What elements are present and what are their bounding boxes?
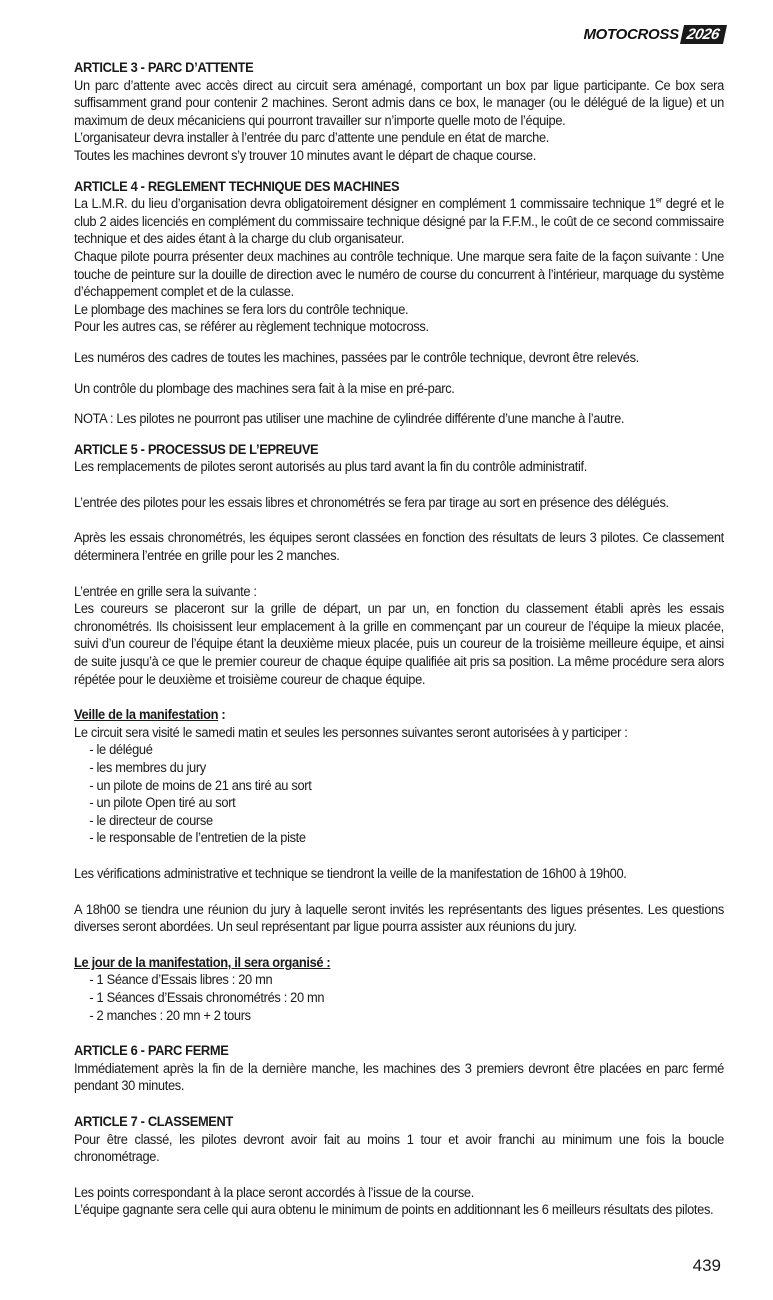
list-item: - le délégué [89, 742, 153, 758]
list-item: - un pilote de moins de 21 ans tiré au sort [89, 777, 312, 793]
article-4-p2: Chaque pilote pourra présenter deux machines au contrôle technique. Une marque sera faite de la façon suivante : Une touche de peinture sur la douille de direction avec le numéro de course du concurrent à l’intérieur, marquage du système d’échappement complet et de la culasse. [74, 248, 724, 300]
list-item: - un pilote Open tiré au sort [89, 795, 236, 811]
jour-list [74, 971, 724, 1024]
veille-colon: : [218, 707, 226, 723]
list-item: - le directeur de course [89, 812, 213, 828]
article-7-p1: Pour être classé, les pilotes devront avoir fait au moins 1 tour et avoir franchi au minimum une fois la boucle chronométrage. [74, 1131, 724, 1165]
article-4-p3: Le plombage des machines se fera lors du contrôle technique. [74, 301, 409, 317]
article-5-p5: Les coureurs se placeront sur la grille de départ, un par un, en fonction du classement établi après les essais chronométrés. Ils choisissent leur emplacement à la grille en commençant par un coureur de l’équipe la mieux placée, suivi d’un coureur de l’équipe étant la deuxième mieux placée, puis un coureur de la troisième meilleure équipe, et ainsi de suite jusqu’à ce que le premier coureur de chaque équipe qualifiée ait pris sa position. La même procédure sera alors répétée pour le deuxième et troisième coureur de chaque équipe. [74, 601, 724, 687]
article-7-title: ARTICLE 7 - CLASSEMENT [74, 1113, 234, 1129]
veille-intro: Le circuit sera visité le samedi matin et seules les personnes suivantes seront autorisées à y participer : [74, 724, 628, 740]
article-4-p1-b: degré et le club 2 aides licenciés en complément du commissaire technique désigné par la F.F.M., le coût de ce second commissaire technique et des aides étant à la charge du club organisateur. [74, 196, 724, 247]
veille-title: Veille de la manifestation [74, 707, 219, 723]
article-7-p2: Les points correspondant à la place seront accordés à l’issue de la course. [74, 1184, 474, 1200]
article-4-nota: NOTA : Les pilotes ne pourront pas utiliser une machine de cylindrée différente d’une manche à l’autre. [74, 411, 625, 427]
page-content [74, 59, 724, 1219]
article-5-title: ARTICLE 5 - PROCESSUS DE L’EPREUVE [74, 441, 319, 457]
article-5-p4: L’entrée en grille sera la suivante : [74, 583, 257, 599]
article-4-title: ARTICLE 4 - REGLEMENT TECHNIQUE DES MACHINES [74, 178, 400, 194]
article-3-p3: Toutes les machines devront s’y trouver 10 minutes avant le départ de chaque course. [74, 147, 536, 163]
list-item: - 1 Séances d’Essais chronométrés : 20 mn [89, 989, 325, 1005]
brand-name: MOTOCROSS [583, 25, 679, 43]
article-6-title: ARTICLE 6 - PARC FERME [74, 1043, 229, 1059]
article-5-p2: L’entrée des pilotes pour les essais libres et chronométrés se fera par tirage au sort en présence des délégués. [74, 494, 669, 510]
brand-year: 2026 [680, 25, 727, 44]
list-item: - 2 manches : 20 mn + 2 tours [89, 1007, 251, 1023]
jour-title: Le jour de la manifestation, il sera organisé : [74, 954, 331, 970]
veille-heading [74, 706, 724, 724]
article-4-p6: Un contrôle du plombage des machines sera fait à la mise en pré-parc. [74, 380, 455, 396]
list-item: - le responsable de l’entretien de la piste [89, 830, 306, 846]
article-5-p6: Les vérifications administrative et technique se tiendront la veille de la manifestation de 16h00 à 19h00. [74, 865, 627, 881]
article-7-p3: L’équipe gagnante sera celle qui aura obtenu le minimum de points en additionnant les 6 meilleurs résultats des pilotes. [74, 1202, 714, 1218]
list-item: - les membres du jury [89, 760, 206, 775]
article-3-title: ARTICLE 3 - PARC D’ATTENTE [74, 60, 254, 75]
article-4-p4: Pour les autres cas, se référer au règlement technique motocross. [74, 319, 429, 335]
article-5-p7: A 18h00 se tiendra une réunion du jury à laquelle seront invités les représentants des ligues présentes. Les questions diverses seront abordées. Un seul représentant par ligue pourra assister aux réunions du jury. [74, 901, 724, 935]
article-3-p1: Un parc d’attente avec accès direct au circuit sera aménagé, comportant un box par ligue participante. Ce box sera suffisamment grand pour contenir 2 machines. Seront admis dans ce box, le manager (ou le délégué de la ligue) et un maximum de deux mécaniciens qui pourront travailler sur n’importe quelle moto de l’équipe. [74, 77, 724, 128]
page-number: 439 [692, 1256, 721, 1275]
article-5-p1: Les remplacements de pilotes seront autorisés au plus tard avant la fin du contrôle administratif. [74, 459, 587, 475]
veille-list [74, 741, 724, 847]
article-4-p1-sup: er [655, 195, 662, 205]
article-6-p1: Immédiatement après la fin de la dernière manche, les machines des 3 premiers devront être placées en parc fermé pendant 30 minutes. [74, 1060, 724, 1094]
header-brand [583, 24, 725, 44]
article-5-p3: Après les essais chronométrés, les équipes seront classées en fonction des résultats de leurs 3 pilotes. Ce classement déterminera l’entrée en grille pour les 2 manches. [74, 530, 724, 564]
article-4-p1 [74, 195, 724, 248]
article-4-p5: Les numéros des cadres de toutes les machines, passées par le contrôle technique, devront être relevés. [74, 349, 639, 365]
article-3-p2: L’organisateur devra installer à l’entrée du parc d’attente une pendule en état de marche. [74, 130, 550, 146]
list-item: - 1 Séance d’Essais libres : 20 mn [89, 972, 273, 988]
article-4-p1-a: La L.M.R. du lieu d’organisation devra obligatoirement désigner en complément 1 commissaire technique 1 [74, 196, 656, 212]
